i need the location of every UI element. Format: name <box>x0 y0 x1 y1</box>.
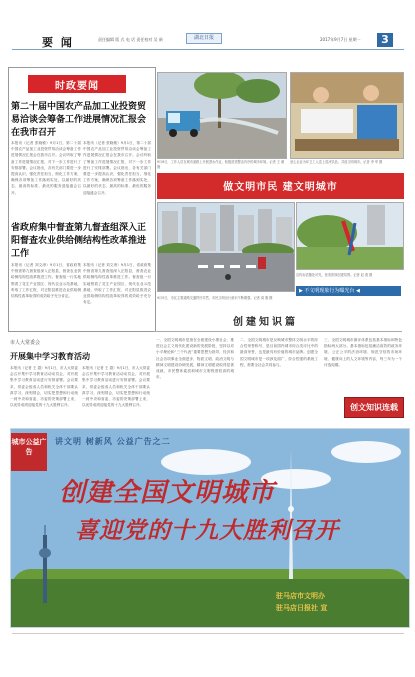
article-headline: 省政府集中督查第九督查组深入正阳督查农业供给侧结构性改革推进工作 <box>11 223 147 259</box>
knowledge-divider <box>154 331 402 332</box>
section-title: 要 闻 <box>42 36 74 49</box>
ad-subtitle: 讲文明 树新风 公益广告之二 <box>55 437 171 446</box>
article-body: 本报讯（记者 张晓敏）9月1日，第二十届中国农产品加工业投资贸易洽谈会筹备工作进展情况汇报会在我市召开。会议听取了筹备工作进展情况汇报，对下一步工作进行了安排部署。会议指出，各有关部门要进一步提高认识，强化责任担当，细化工作方案，确保各项筹备工作落到实处，以最好的状态、最高的标准、最优的服务迎接盛会召开。 <box>11 141 81 195</box>
knowledge-text: 一、全国文明城市是指在全面建设小康社会、推进社会主义现代化建设新的发展阶段，坚持以邓小平理论和“三个代表”重要思想为指导，经济和社会各项事业全面进步，物质文明、政治文明与精神文明建设协调发展，精神文明建设取得显著成就，市民整体素质和城市文明程度较高的城市。 <box>156 338 234 380</box>
article-body: 本报讯（记者 王 超）9月1日，市人大常委会召开集中学习教育活动动员会，对开展集中学习教育活动进行安排部署。会议要求，常委会组成人员和机关全体干部要认真学习，深刻领会，切实把思想和行动统一到中央和省委、市委的决策部署上来，以优异成绩迎接党的十九大胜利召开。 <box>10 366 78 408</box>
article-body-continued: 本报讯（记者 张晓敏）9月1日，第二十届中国农产品加工业投资贸易洽谈会筹备工作进展情况汇报会在我市召开。会议听取了筹备工作进展情况汇报，对下一步工作进行了安排部署。会议指出，各有关部门要进一步提高认识，强化责任担当，细化工作方案，确保各项筹备工作落到实处，以最好的状态、最高的标准、最优的服务迎接盛会召开。 <box>83 141 151 195</box>
photo-caption: 9月5日，市区主要道路交通秩序井然，市民文明出行意识不断增强。记者 周 刚 摄 <box>157 296 273 300</box>
grass-field <box>11 579 409 627</box>
issue-date: 2017年9月7日 星期一 <box>320 37 361 42</box>
footer-divider <box>12 633 404 634</box>
photo-caption: 9月6日，工作人员在城市道路上开展洒水作业，积极营造整洁有序的城市环境。记者 王 薇 摄 <box>157 160 285 169</box>
article-headline: 第二十届中国农产品加工业投资贸易洽谈会筹备工作进展情况汇报会在我市召开 <box>11 102 147 138</box>
article-body-continued: 本报讯（记者 王 超）9月1日，市人大常委会召开集中学习教育活动动员会，对开展集中学习教育活动进行安排部署。会议要求，常委会组成人员和机关全体干部要认真学习，深刻领会，切实把思想和行动统一到中央和省委、市委的决策部署上来，以优异成绩迎接党的十九大胜利召开。 <box>82 366 150 408</box>
header-divider <box>12 49 404 50</box>
page-number: 3 <box>377 33 393 47</box>
knowledge-text: 二、全国文明城市是反映城市整体文明水平的综合性荣誉称号，是目前国内城市综合类评比中的最高荣誉，也是最具有价值的城市品牌。创建全国文明城市是一项涉及面广、综合性强的系统工程，需要全社会共同参与。 <box>240 338 318 367</box>
knowledge-text: 三、全国文明城市测评体系包括基本指标和特色指标两大部分。基本指标包括廉洁高效的政务环境、公正公平的法治环境、规范守信的市场环境、健康向上的人文环境等内容，每三年为一个评选周期。 <box>324 338 402 367</box>
article-body-continued: 本报讯（记者 刘文涛）9月1日，省政府集中督查第九督查组深入正阳县，督查农业供给侧结构性改革推进工作。督查组一行实地察看了花生产业园区、现代农业示范基地，听取了工作汇报，对正阳县推进农业供给侧结构性改革取得的成效给予充分肯定。 <box>83 263 151 305</box>
volunteer-photo <box>290 72 404 159</box>
politics-banner-label: 时政要闻 <box>55 81 99 92</box>
slogan-photo <box>296 202 404 270</box>
article-headline: 开展集中学习教育活动 <box>10 352 90 361</box>
cloud-shape <box>331 441 401 463</box>
ad-sponsor: 驻马店日报社 宣 <box>276 604 328 612</box>
ad-category-tag: 城市公益广告 <box>11 433 47 471</box>
knowledge-section-title: 创建知识篇 <box>233 317 298 328</box>
ad-sponsor: 驻马店市文明办 <box>276 592 325 600</box>
street-cleaning-photo <box>157 72 287 159</box>
public-service-ad <box>10 428 410 628</box>
photo-caption: 爱心企业为环卫工人送上清凉饮品，共创文明城市。记者 李 军 摄 <box>290 160 383 164</box>
header-meta: 责任编辑 版 式 电 话 责任校对 吴 新 <box>98 37 163 42</box>
photo-caption: 宣传标语随处可见，营造浓厚创建氛围。记者 赵 燕 摄 <box>296 273 373 277</box>
tv-tower-icon <box>39 525 51 603</box>
article-body: 本报讯（记者 刘文涛）9月1日，省政府集中督查第九督查组深入正阳县，督查农业供给侧结构性改革推进工作。督查组一行实地察看了花生产业园区、现代农业示范基地，听取了工作汇报，对正阳县推进农业供给侧结构性改革取得的成效给予充分肯定。 <box>11 263 81 299</box>
ad-headline-secondary: 喜迎党的十九大胜利召开 <box>75 518 339 544</box>
ad-headline: 创建全国文明城市 <box>59 478 276 508</box>
road-traffic-photo <box>157 202 295 292</box>
exposure-column-bar: ▶ 不文明现象行为曝光台 ◀ <box>296 286 401 296</box>
serial-feature-badge: 创文知识连载 <box>344 397 404 418</box>
newspaper-logo: 湖北日报 <box>186 33 222 44</box>
article-kicker: 市人大常委会 <box>10 340 41 346</box>
civility-banner-label: 做文明市民 建文明城市 <box>223 182 338 193</box>
